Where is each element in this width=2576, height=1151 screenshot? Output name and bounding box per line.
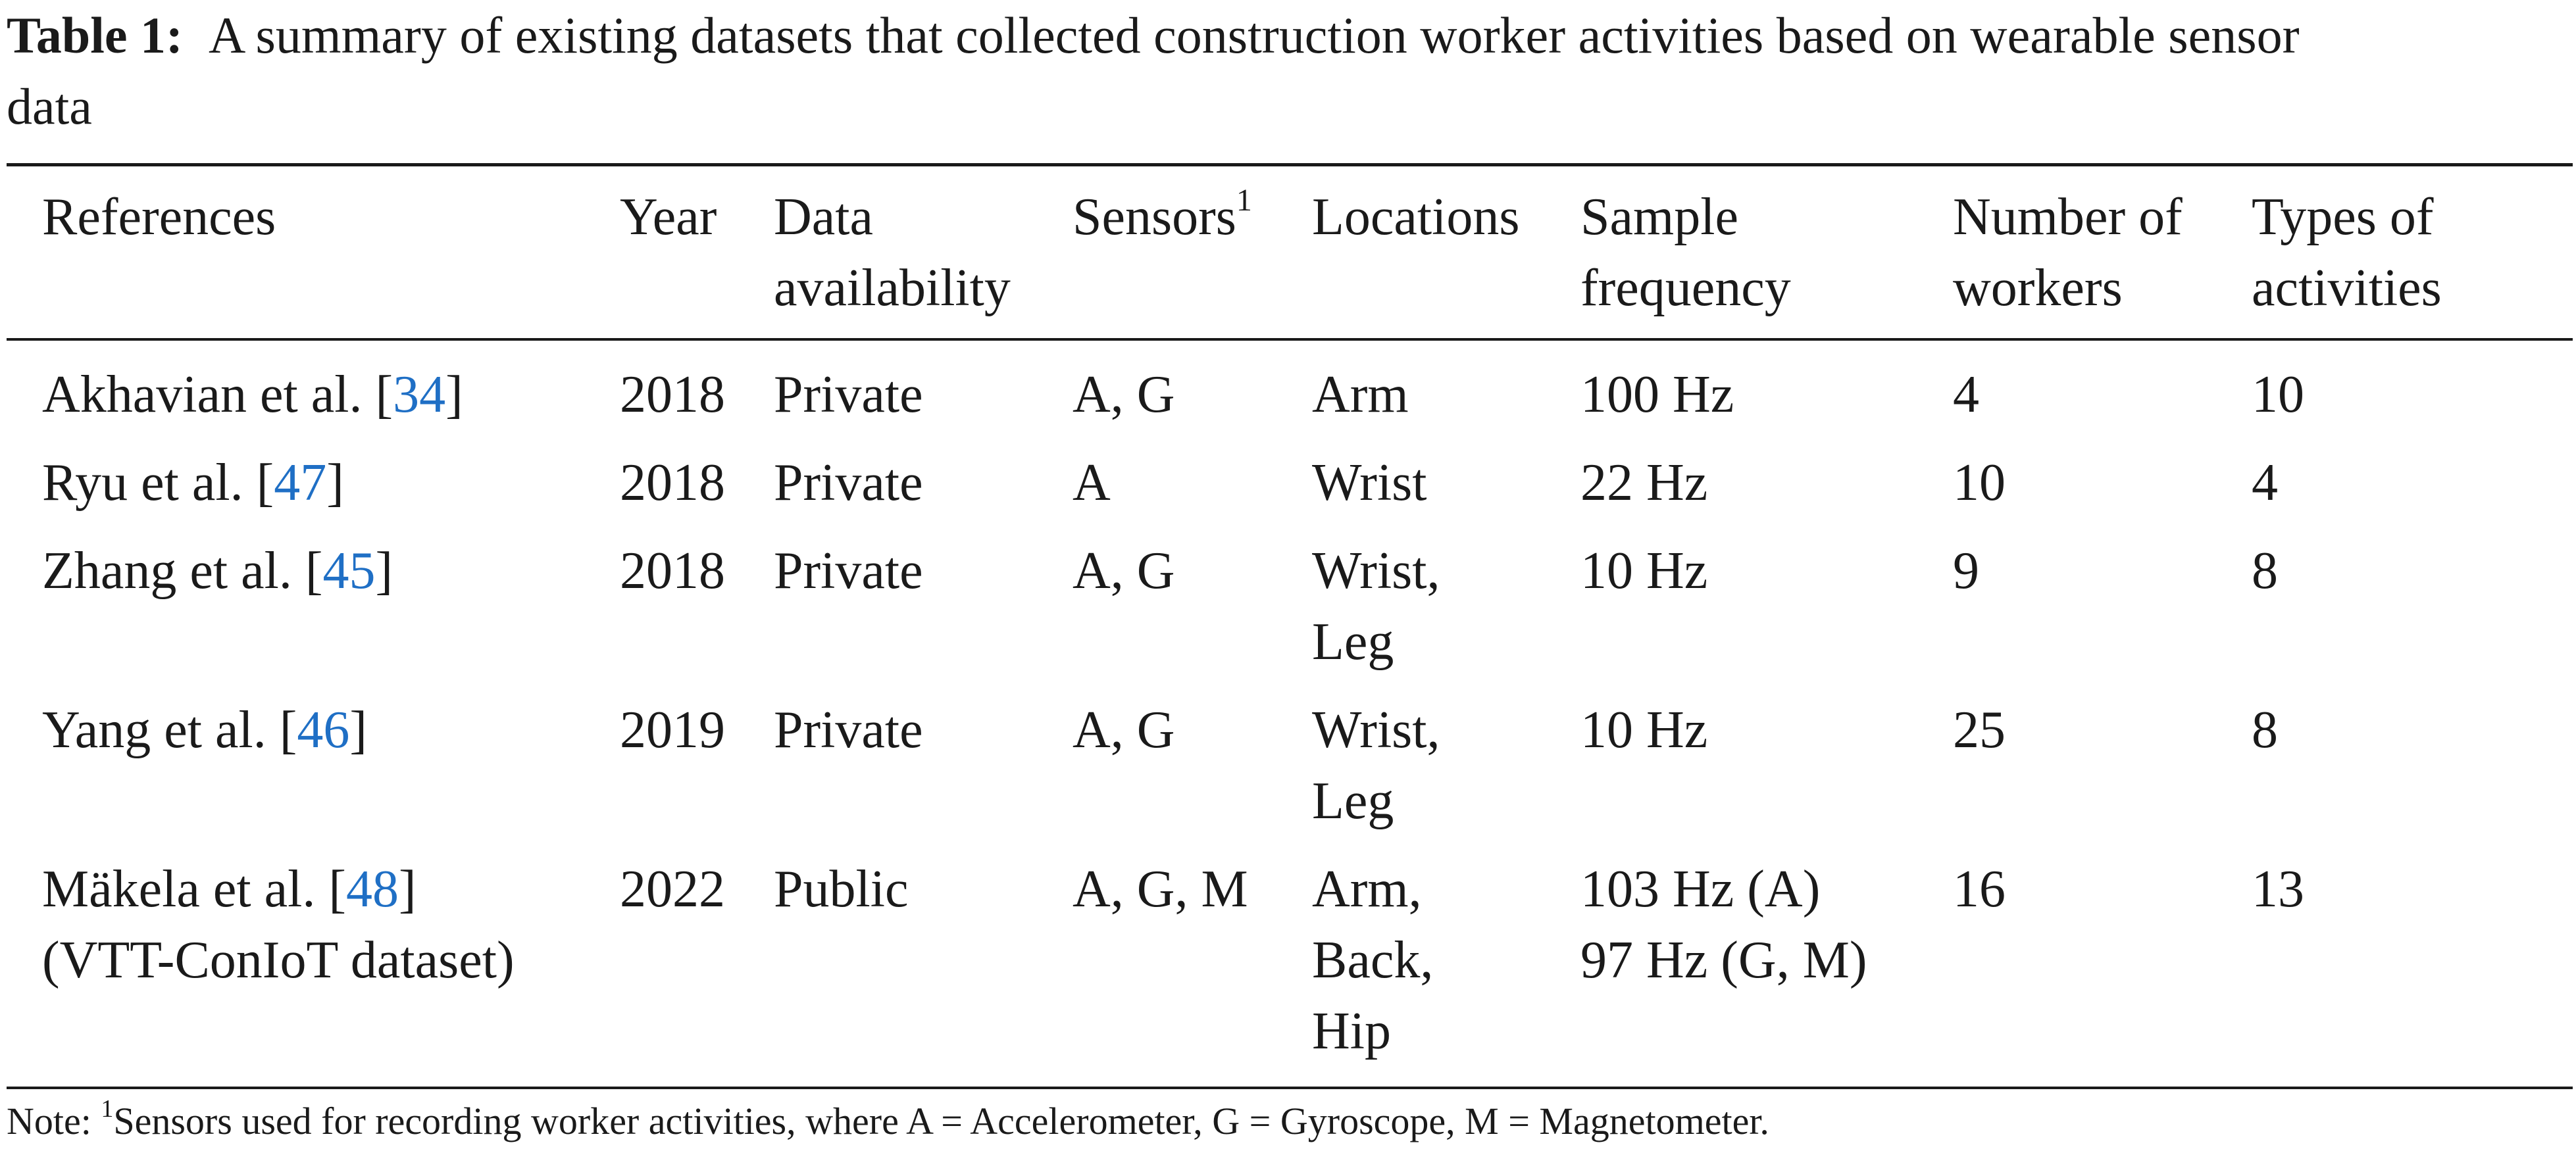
header-types-of-activities-line2: activities [2252,259,2442,317]
cell-locations: Arm [1312,366,1409,424]
cell-sensors: A, G [1073,701,1175,759]
cell-locations-line2: Back, [1312,931,1434,989]
cell-year: 2018 [620,454,725,512]
citation-link[interactable]: 48 [346,860,399,918]
footnote-text: Sensors used for recording worker activities, where A = Accelerometer, G = Gyroscope, M = Magnetometer. [113,1100,1769,1142]
cell-availability: Private [774,542,923,600]
cell-activities: 4 [2252,454,2278,512]
citation-link[interactable]: 34 [393,366,446,424]
table-top-rule [7,163,2573,166]
cell-reference-extra: (VTT-ConIoT dataset) [42,931,515,989]
header-data-availability-line1: Data [774,188,874,246]
header-sensors-label: Sensors [1073,188,1236,246]
caption-text: A summary of existing datasets that collected construction worker activities based on wearable sensor [209,7,2300,64]
reference-author: Ryu et al. [ [42,454,274,512]
cell-activities: 8 [2252,701,2278,759]
cell-sensors: A, G [1073,366,1175,424]
header-locations: Locations [1312,188,1520,246]
header-year: Year [620,188,717,246]
cell-year: 2022 [620,860,725,918]
cell-reference [42,854,417,925]
reference-bracket: ] [375,542,393,600]
table-caption [7,0,2573,142]
cell-locations-line2: Leg [1312,613,1394,671]
header-references: References [42,188,276,246]
cell-activities: 13 [2252,860,2304,918]
cell-sensors: A, G, M [1073,860,1248,918]
cell-availability: Private [774,701,923,759]
cell-frequency: 100 Hz [1580,366,1734,424]
reference-bracket: ] [399,860,417,918]
cell-year: 2018 [620,366,725,424]
cell-locations-line1: Wrist, [1312,542,1440,600]
table-header-rule [7,338,2573,341]
cell-workers: 9 [1953,542,1979,600]
cell-availability: Private [774,454,923,512]
cell-reference [42,447,344,518]
cell-availability: Private [774,366,923,424]
footnote-prefix: Note: [7,1100,101,1142]
cell-reference [42,695,367,766]
cell-workers: 4 [1953,366,1979,424]
cell-frequency-line1: 103 Hz (A) [1580,860,1821,918]
header-sensors [1073,182,1252,253]
reference-bracket: ] [445,366,463,424]
cell-locations-line1: Arm, [1312,860,1422,918]
footnote-mark: 1 [101,1095,114,1123]
cell-frequency: 10 Hz [1580,542,1708,600]
header-number-of-workers-line2: workers [1953,259,2123,317]
cell-activities: 8 [2252,542,2278,600]
cell-locations-line3: Hip [1312,1002,1391,1060]
cell-locations-line2: Leg [1312,772,1394,830]
cell-frequency: 22 Hz [1580,454,1708,512]
cell-sensors: A [1073,454,1111,512]
cell-frequency: 10 Hz [1580,701,1708,759]
citation-link[interactable]: 46 [297,701,350,759]
cell-workers: 25 [1953,701,2006,759]
header-sample-frequency-line2: frequency [1580,259,1791,317]
table-footnote [7,1092,1769,1151]
cell-availability: Public [774,860,909,918]
cell-workers: 16 [1953,860,2006,918]
citation-link[interactable]: 45 [322,542,376,600]
cell-year: 2018 [620,542,725,600]
reference-author: Akhavian et al. [ [42,366,393,424]
cell-year: 2019 [620,701,725,759]
reference-author: Yang et al. [ [42,701,297,759]
cell-locations: Wrist [1312,454,1427,512]
reference-author: Zhang et al. [ [42,542,323,600]
caption-text-continued: data [7,78,92,135]
reference-bracket: ] [326,454,344,512]
header-sensors-footnote-mark: 1 [1236,183,1252,218]
header-sample-frequency-line1: Sample [1580,188,1738,246]
reference-author: Mäkela et al. [ [42,860,346,918]
table-bottom-rule [7,1087,2573,1089]
cell-locations-line1: Wrist, [1312,701,1440,759]
cell-workers: 10 [1953,454,2006,512]
table-label: Table 1: [7,7,184,64]
cell-reference [42,535,393,606]
header-types-of-activities-line1: Types of [2252,188,2434,246]
cell-activities: 10 [2252,366,2304,424]
cell-frequency-line2: 97 Hz (G, M) [1580,931,1867,989]
cell-reference [42,359,463,430]
citation-link[interactable]: 47 [274,454,327,512]
header-number-of-workers-line1: Number of [1953,188,2183,246]
cell-sensors: A, G [1073,542,1175,600]
header-data-availability-line2: availability [774,259,1011,317]
reference-bracket: ] [349,701,368,759]
